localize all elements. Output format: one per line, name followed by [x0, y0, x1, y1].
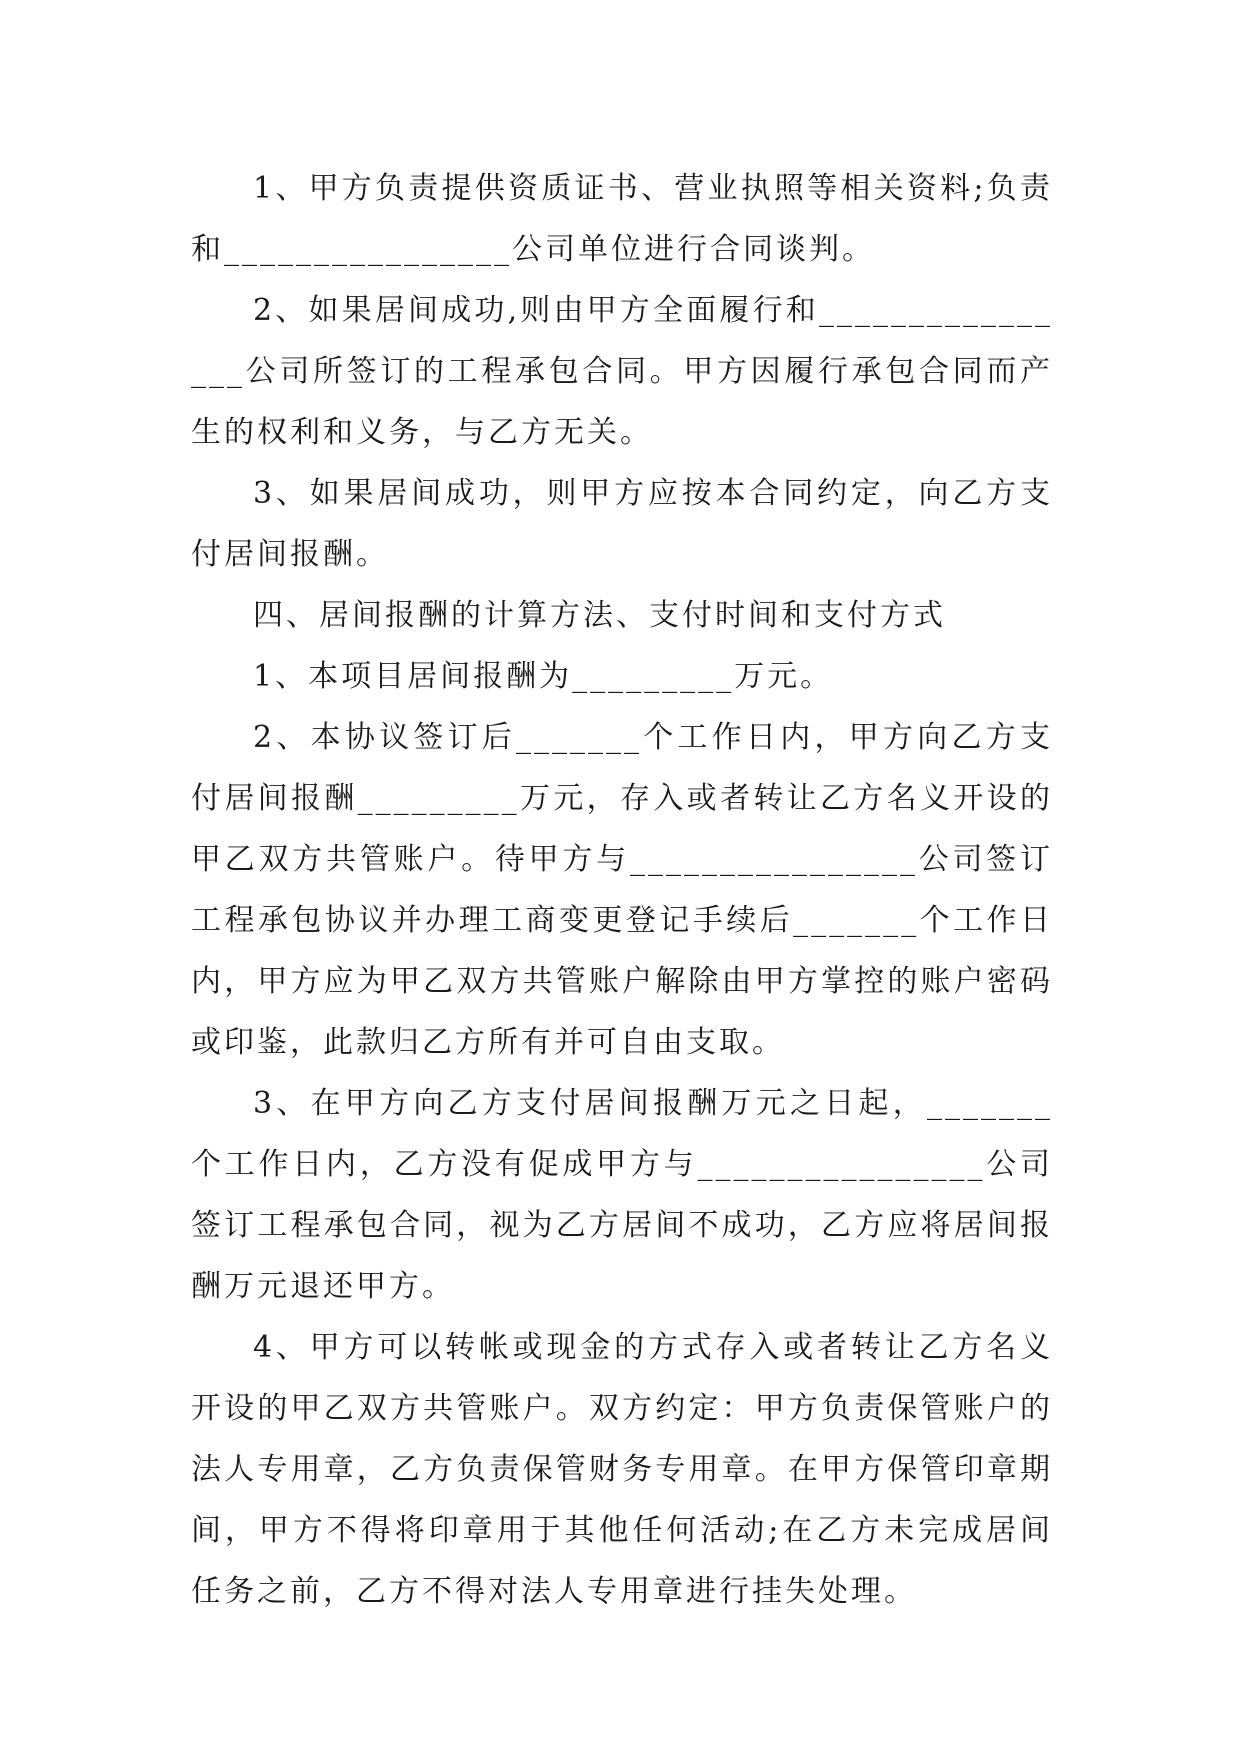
paragraph-5: 2、本协议签订后_______个工作日内，甲方向乙方支付居间报酬_________万元，存入或者转让乙方名义开设的甲乙双方共管账户。待甲方与________________公司签订工程承包协议并办理工商变更登记手续后_______个工作日内，甲方应为甲乙双方共管账户解除由甲方掌控的账户密码或印鉴，此款归乙方所有并可自由支取。	[191, 720, 1053, 1060]
paragraph-3: 3、如果居间成功，则甲方应按本合同约定，向乙方支付居间报酬。	[191, 476, 1053, 572]
document-body	[191, 158, 1053, 1622]
paragraph-2: 2、如果居间成功,则由甲方全面履行和________________公司所签订的工程承包合同。甲方因履行承包合同而产生的权利和义务，与乙方无关。	[191, 293, 1053, 450]
paragraph-1: 1、甲方负责提供资质证书、营业执照等相关资料;负责和________________公司单位进行合同谈判。	[191, 171, 1053, 267]
paragraph-6: 3、在甲方向乙方支付居间报酬万元之日起，_______个工作日内，乙方没有促成甲方与________________公司签订工程承包合同，视为乙方居间不成功，乙方应将居间报酬万元退还甲方。	[191, 1086, 1053, 1304]
paragraph-4: 1、本项目居间报酬为_________万元。	[253, 659, 834, 694]
section-heading: 四、居间报酬的计算方法、支付时间和支付方式	[253, 598, 946, 633]
paragraph-7: 4、甲方可以转帐或现金的方式存入或者转让乙方名义开设的甲乙双方共管账户。双方约定：甲方负责保管账户的法人专用章，乙方负责保管财务专用章。在甲方保管印章期间，甲方不得将印章用于其他任何活动;在乙方未完成居间任务之前，乙方不得对法人专用章进行挂失处理。	[191, 1330, 1053, 1609]
